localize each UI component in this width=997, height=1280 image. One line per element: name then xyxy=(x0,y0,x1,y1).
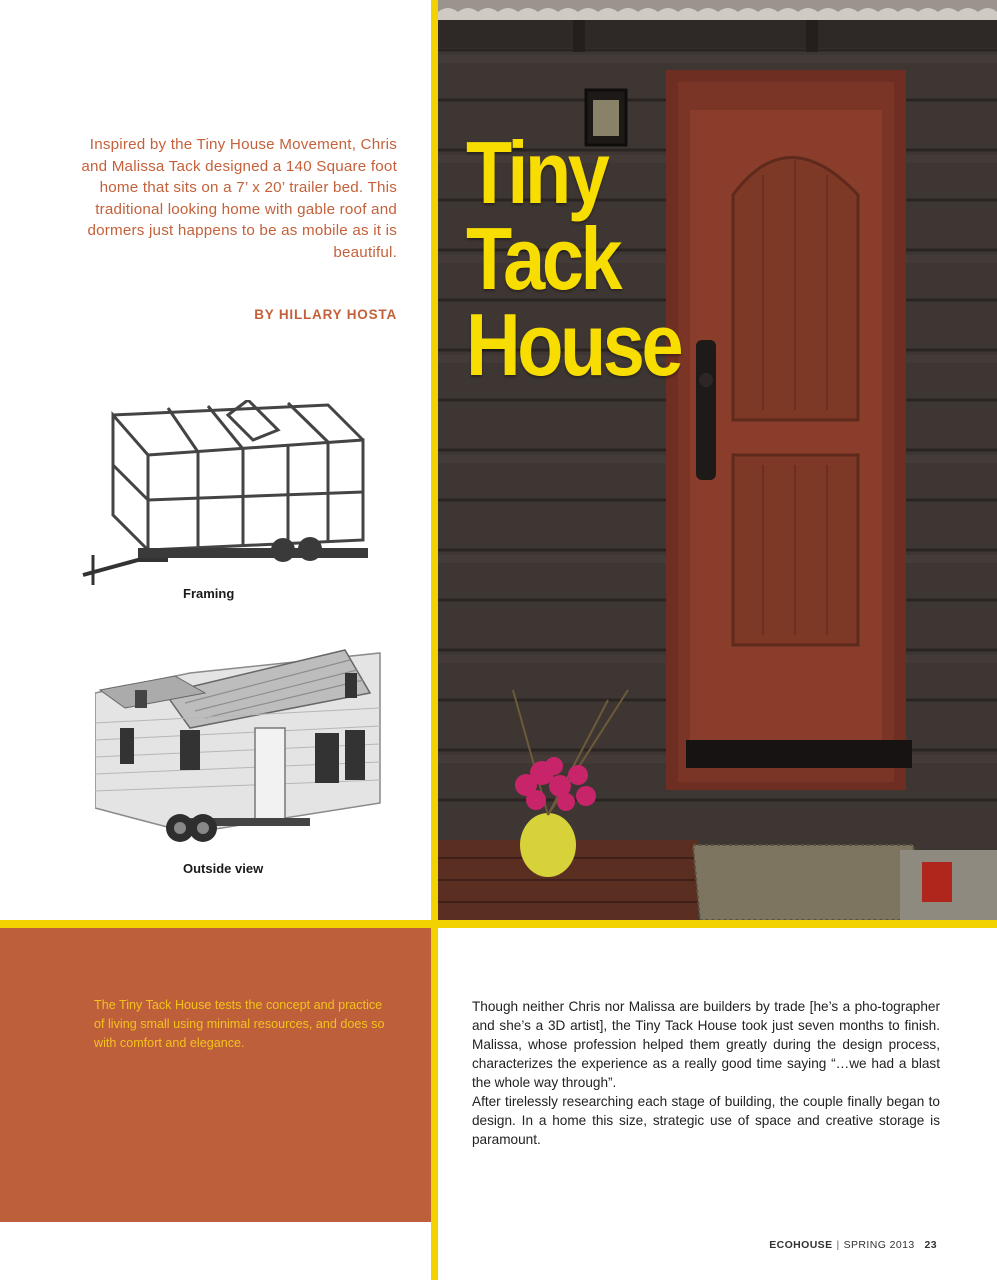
outside-view-illustration xyxy=(95,648,385,860)
article-body xyxy=(472,997,940,1149)
title-line-2: Tack xyxy=(466,209,620,308)
outside-view-caption: Outside view xyxy=(183,861,264,876)
framing-illustration xyxy=(78,400,388,590)
yellow-divider-horizontal xyxy=(0,920,997,928)
article-title xyxy=(466,123,681,394)
issue-label: SPRING 2013 xyxy=(843,1239,915,1251)
yellow-divider-vertical xyxy=(431,0,438,1280)
title-line-3: House xyxy=(466,295,681,394)
magazine-name: ECOHOUSE xyxy=(769,1239,833,1251)
framing-caption: Framing xyxy=(183,586,235,601)
byline: BY HILLARY HOSTA xyxy=(254,307,397,322)
page-footer: ECOHOUSE | SPRING 2013 23 xyxy=(769,1239,937,1251)
intro-paragraph: Inspired by the Tiny House Movement, Chris and Malissa Tack designed a 140 Square foot home that sits on a 7’ x 20’ trailer bed. This traditional looking home with gable roof and dormers just happens to be as mobile as it is beautiful. xyxy=(81,136,397,261)
pull-quote-panel xyxy=(0,928,431,1222)
page-number: 23 xyxy=(924,1239,937,1251)
body-paragraph: Though neither Chris nor Malissa are builders by trade [he’s a pho-tographer and she’s a 3D artist], the Tiny Tack House took just seven months to finish. Malissa, whose profession helped them greatly during the design process, characterizes the experience as a really good time saying “…we had a blast the whole way through”. xyxy=(472,999,940,1090)
title-line-1: Tiny xyxy=(466,123,607,222)
pull-quote: The Tiny Tack House tests the concept and practice of living small using minimal resources, and does so with comfort and elegance. xyxy=(94,998,385,1050)
body-paragraph: After tirelessly researching each stage of building, the couple finally began to design. In a home this size, strategic use of space and creative storage is paramount. xyxy=(472,1094,940,1147)
